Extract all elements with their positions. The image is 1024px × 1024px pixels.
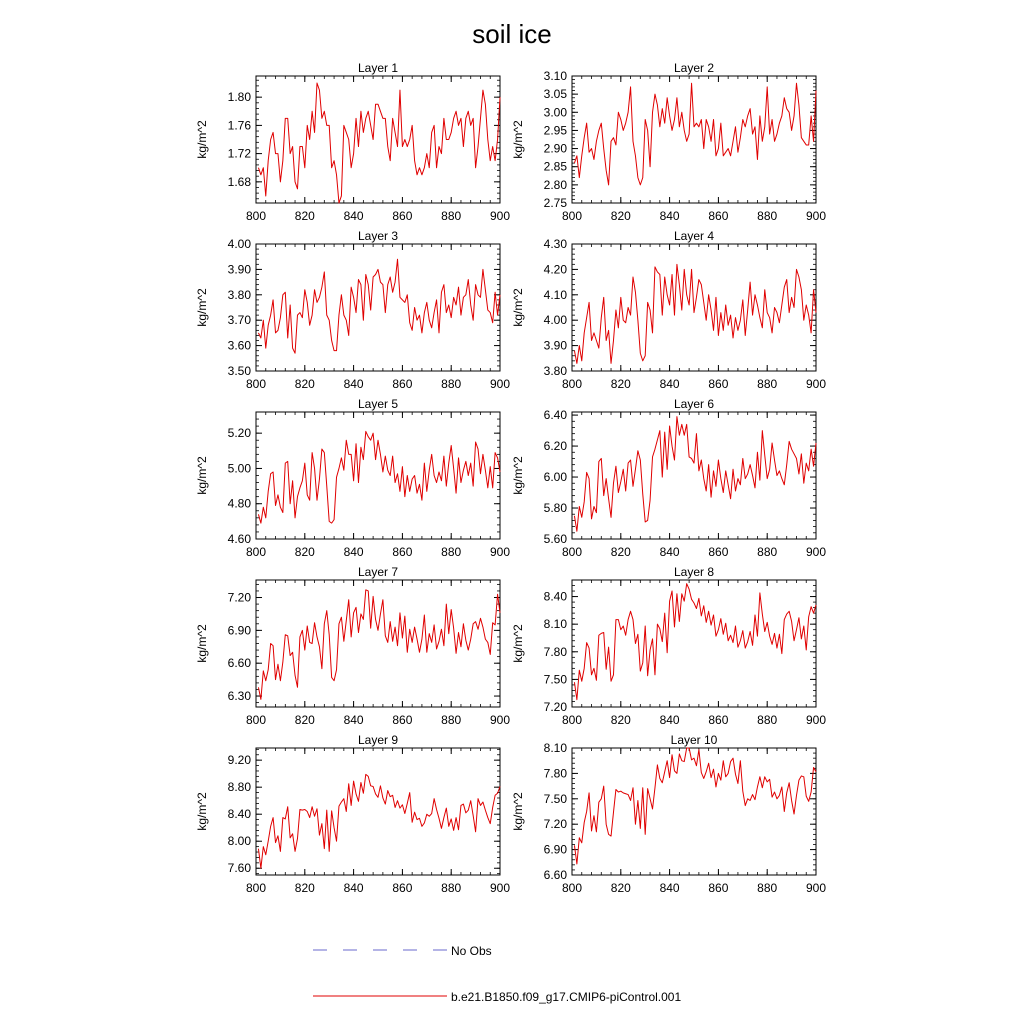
panel-title: Layer 4 [673,229,715,243]
x-tick-label: 880 [757,713,778,727]
legend-model-label: b.e21.B1850.f09_g17.CMIP6-piControl.001 [451,990,682,1004]
y-tick-label: 3.90 [227,262,251,277]
x-tick-label: 900 [805,545,827,559]
x-tick-label: 880 [441,377,462,391]
x-tick-label: 800 [561,881,583,895]
series-line [258,431,500,523]
plot-frame [256,748,500,875]
panel-title: Layer 9 [357,733,399,747]
x-tick-label: 820 [294,377,315,391]
y-tick-label: 6.60 [227,656,251,671]
y-axis-label: kg/m^2 [195,624,209,663]
y-tick-label: 4.00 [227,237,251,251]
x-tick-label: 860 [708,209,729,223]
y-tick-label: 1.80 [227,90,251,105]
x-tick-label: 800 [245,881,267,895]
y-tick-label: 6.40 [543,408,567,423]
y-tick-label: 5.00 [227,461,251,476]
x-tick-label: 860 [392,209,413,223]
x-tick-label: 860 [392,713,413,727]
panel-layer-6 [511,397,826,559]
series-line [258,774,500,868]
y-tick-label: 8.80 [227,780,251,795]
panel-title: Layer 7 [357,565,399,579]
y-tick-label: 2.75 [543,196,567,210]
x-tick-label: 900 [805,881,827,895]
x-tick-label: 840 [343,377,364,391]
y-tick-label: 6.60 [543,868,567,882]
x-tick-label: 860 [392,881,413,895]
y-tick-label: 8.10 [543,617,567,632]
x-tick-label: 840 [343,881,364,895]
y-tick-label: 3.90 [543,338,567,353]
x-tick-label: 820 [294,881,315,895]
plot-frame [256,412,500,539]
y-tick-label: 2.80 [543,177,567,192]
y-tick-label: 3.10 [543,69,567,83]
y-tick-label: 7.20 [543,700,567,714]
y-tick-label: 5.60 [543,532,567,546]
plot-frame [256,76,500,203]
y-tick-label: 3.05 [543,87,567,102]
x-tick-label: 860 [708,377,729,391]
plot-frame [256,580,500,707]
y-tick-label: 3.80 [543,364,567,378]
x-tick-label: 820 [610,713,631,727]
y-tick-label: 1.68 [227,174,251,189]
x-tick-label: 900 [805,713,827,727]
x-tick-label: 880 [441,545,462,559]
y-axis-label: kg/m^2 [511,792,525,831]
panel-layer-10 [511,733,826,895]
x-tick-label: 800 [245,545,267,559]
y-tick-label: 4.10 [543,287,567,302]
panel-title: Layer 5 [357,397,399,411]
x-tick-label: 900 [489,377,511,391]
series-line [574,584,816,700]
x-tick-label: 900 [489,713,511,727]
x-tick-label: 820 [610,377,631,391]
panel-title: Layer 3 [357,229,399,243]
panel-layer-3 [195,229,510,391]
y-tick-label: 7.50 [543,791,567,806]
x-tick-label: 820 [610,209,631,223]
x-tick-label: 840 [343,713,364,727]
panel-title: Layer 10 [670,733,718,747]
y-tick-label: 4.30 [543,237,567,251]
y-tick-label: 6.30 [227,689,251,704]
y-axis-label: kg/m^2 [195,288,209,327]
x-tick-label: 860 [708,881,729,895]
x-tick-label: 880 [757,209,778,223]
x-tick-label: 840 [343,545,364,559]
y-tick-label: 8.10 [543,741,567,755]
x-tick-label: 900 [489,545,511,559]
y-axis-label: kg/m^2 [511,624,525,663]
panel-layer-4 [511,229,826,391]
panel-layer-2 [511,61,826,223]
panel-layer-8 [511,565,826,727]
x-tick-label: 840 [343,209,364,223]
x-tick-label: 800 [561,713,583,727]
plot-frame [256,244,500,371]
x-tick-label: 840 [659,209,680,223]
y-tick-label: 3.50 [227,364,251,378]
x-tick-label: 880 [757,545,778,559]
x-tick-label: 800 [561,209,583,223]
y-tick-label: 5.80 [543,501,567,516]
legend [313,944,681,1004]
y-axis-label: kg/m^2 [511,456,525,495]
panel-title: Layer 6 [673,397,715,411]
y-tick-label: 6.90 [543,842,567,857]
x-tick-label: 820 [294,713,315,727]
x-tick-label: 800 [245,209,267,223]
y-tick-label: 5.20 [227,426,251,441]
y-tick-label: 3.60 [227,338,251,353]
y-tick-label: 8.40 [543,589,567,604]
series-line [574,264,816,363]
x-tick-label: 880 [441,713,462,727]
y-tick-label: 1.72 [227,146,251,161]
panel-layer-5 [195,397,510,559]
panel-title: Layer 8 [673,565,715,579]
x-tick-label: 880 [441,881,462,895]
y-tick-label: 2.95 [543,123,567,138]
x-tick-label: 900 [805,377,827,391]
y-tick-label: 7.20 [543,817,567,832]
x-tick-label: 800 [561,377,583,391]
x-tick-label: 860 [708,713,729,727]
y-tick-label: 4.20 [543,262,567,277]
x-tick-label: 900 [489,209,511,223]
x-tick-label: 820 [294,545,315,559]
y-tick-label: 9.20 [227,753,251,768]
panel-title: Layer 2 [673,61,715,75]
x-tick-label: 820 [610,545,631,559]
y-axis-label: kg/m^2 [195,456,209,495]
x-tick-label: 800 [245,377,267,391]
x-tick-label: 880 [441,209,462,223]
series-line [574,417,816,532]
y-tick-label: 4.00 [543,313,567,328]
y-tick-label: 3.70 [227,313,251,328]
y-axis-label: kg/m^2 [511,288,525,327]
y-axis-label: kg/m^2 [195,120,209,159]
y-tick-label: 3.80 [227,287,251,302]
series-line [574,748,816,864]
x-tick-label: 840 [659,377,680,391]
y-tick-label: 3.00 [543,105,567,120]
y-tick-label: 4.60 [227,532,251,546]
y-tick-label: 2.90 [543,141,567,156]
panel-grid [195,61,826,895]
x-tick-label: 880 [757,377,778,391]
y-tick-label: 7.60 [227,861,251,876]
y-tick-label: 6.00 [543,470,567,485]
plot-frame [572,412,816,539]
series-line [258,590,500,699]
y-tick-label: 4.80 [227,496,251,511]
y-tick-label: 7.20 [227,590,251,605]
x-tick-label: 820 [294,209,315,223]
x-tick-label: 860 [392,545,413,559]
x-tick-label: 880 [757,881,778,895]
x-tick-label: 900 [805,209,827,223]
series-line [574,83,816,185]
x-tick-label: 800 [245,713,267,727]
y-tick-label: 7.50 [543,672,567,687]
y-tick-label: 8.40 [227,807,251,822]
panel-layer-9 [195,733,510,895]
x-tick-label: 860 [708,545,729,559]
plot-frame [572,748,816,875]
y-axis-label: kg/m^2 [511,120,525,159]
x-tick-label: 840 [659,713,680,727]
figure-title: soil ice [472,19,552,49]
x-tick-label: 800 [561,545,583,559]
y-tick-label: 6.20 [543,439,567,454]
y-tick-label: 7.80 [543,766,567,781]
plot-frame [572,580,816,707]
series-line [258,83,500,203]
y-tick-label: 6.90 [227,623,251,638]
y-axis-label: kg/m^2 [195,792,209,831]
legend-no-obs-label: No Obs [451,944,492,958]
y-tick-label: 8.00 [227,834,251,849]
y-tick-label: 2.85 [543,159,567,174]
panel-layer-1 [195,61,510,223]
x-tick-label: 900 [489,881,511,895]
y-tick-label: 1.76 [227,118,251,133]
series-line [258,259,500,353]
x-tick-label: 860 [392,377,413,391]
y-tick-label: 7.80 [543,644,567,659]
x-tick-label: 820 [610,881,631,895]
panel-layer-7 [195,565,510,727]
x-tick-label: 840 [659,881,680,895]
x-tick-label: 840 [659,545,680,559]
panel-title: Layer 1 [357,61,399,75]
